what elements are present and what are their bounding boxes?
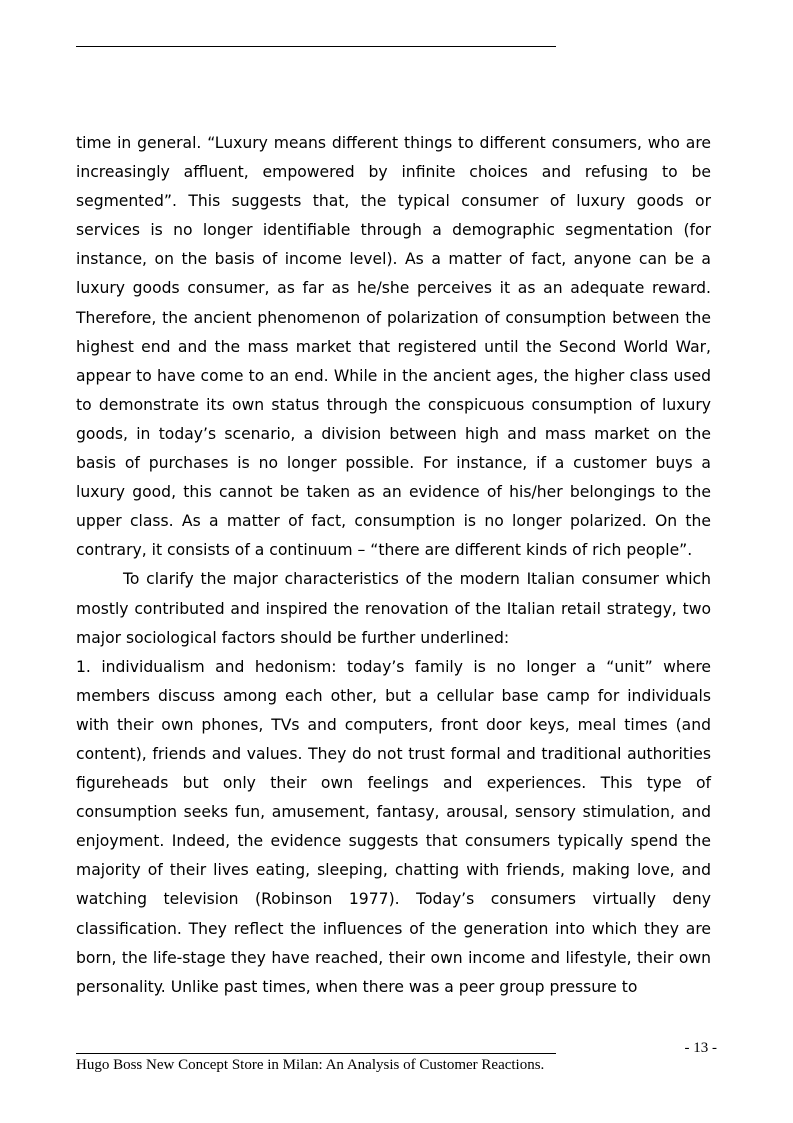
- paragraph: To clarify the major characteristics of the modern Italian consumer which mostly contributed and inspired the renovation of the Italian retail strategy, two major sociological factors should be further underlined:: [76, 570, 711, 647]
- body-text: [76, 129, 711, 1002]
- page-number: - 13 -: [684, 1040, 717, 1056]
- paragraph: time in general. “Luxury means different things to different consumers, who are increasingly affluent, empowered by infinite choices and refusing to be segmented”. This suggests that, the typical consumer of luxury goods or services is no longer identifiable through a demographic segmentation (for instance, on the basis of income level). As a matter of fact, anyone can be a luxury goods consumer, as far as he/she perceives it as an adequate reward. Therefore, the ancient phenomenon of polarization of consumption between the highest end and the mass market that registered until the Second World War, appear to have come to an end. While in the ancient ages, the higher class used to demonstrate its own status through the conspicuous consumption of luxury goods, in today’s scenario, a division between high and mass market on the basis of purchases is no longer possible. For instance, if a customer buys a luxury good, this cannot be taken as an evidence of his/her belongings to the upper class. As a matter of fact, consumption is no longer polarized. On the contrary, it consists of a continuum – “there are different kinds of rich people”.: [76, 134, 711, 560]
- header-rule: [76, 46, 556, 47]
- footer-title: Hugo Boss New Concept Store in Milan: An Analysis of Customer Reactions.: [76, 1057, 545, 1073]
- paragraph: 1. individualism and hedonism: today’s family is no longer a “unit” where members discuss among each other, but a cellular base camp for individuals with their own phones, TVs and computers, front door keys, meal times (and content), friends and values. They do not trust formal and traditional authorities figureheads but only their own feelings and experiences. This type of consumption seeks fun, amusement, fantasy, arousal, sensory stimulation, and enjoyment. Indeed, the evidence suggests that consumers typically spend the majority of their lives eating, sleeping, chatting with friends, making love, and watching television (Robinson 1977). Today’s consumers virtually deny classification. They reflect the influences of the generation into which they are born, the life-stage they have reached, their own income and lifestyle, their own personality. Unlike past times, when there was a peer group pressure to: [76, 657, 711, 996]
- footer-rule: [76, 1053, 556, 1054]
